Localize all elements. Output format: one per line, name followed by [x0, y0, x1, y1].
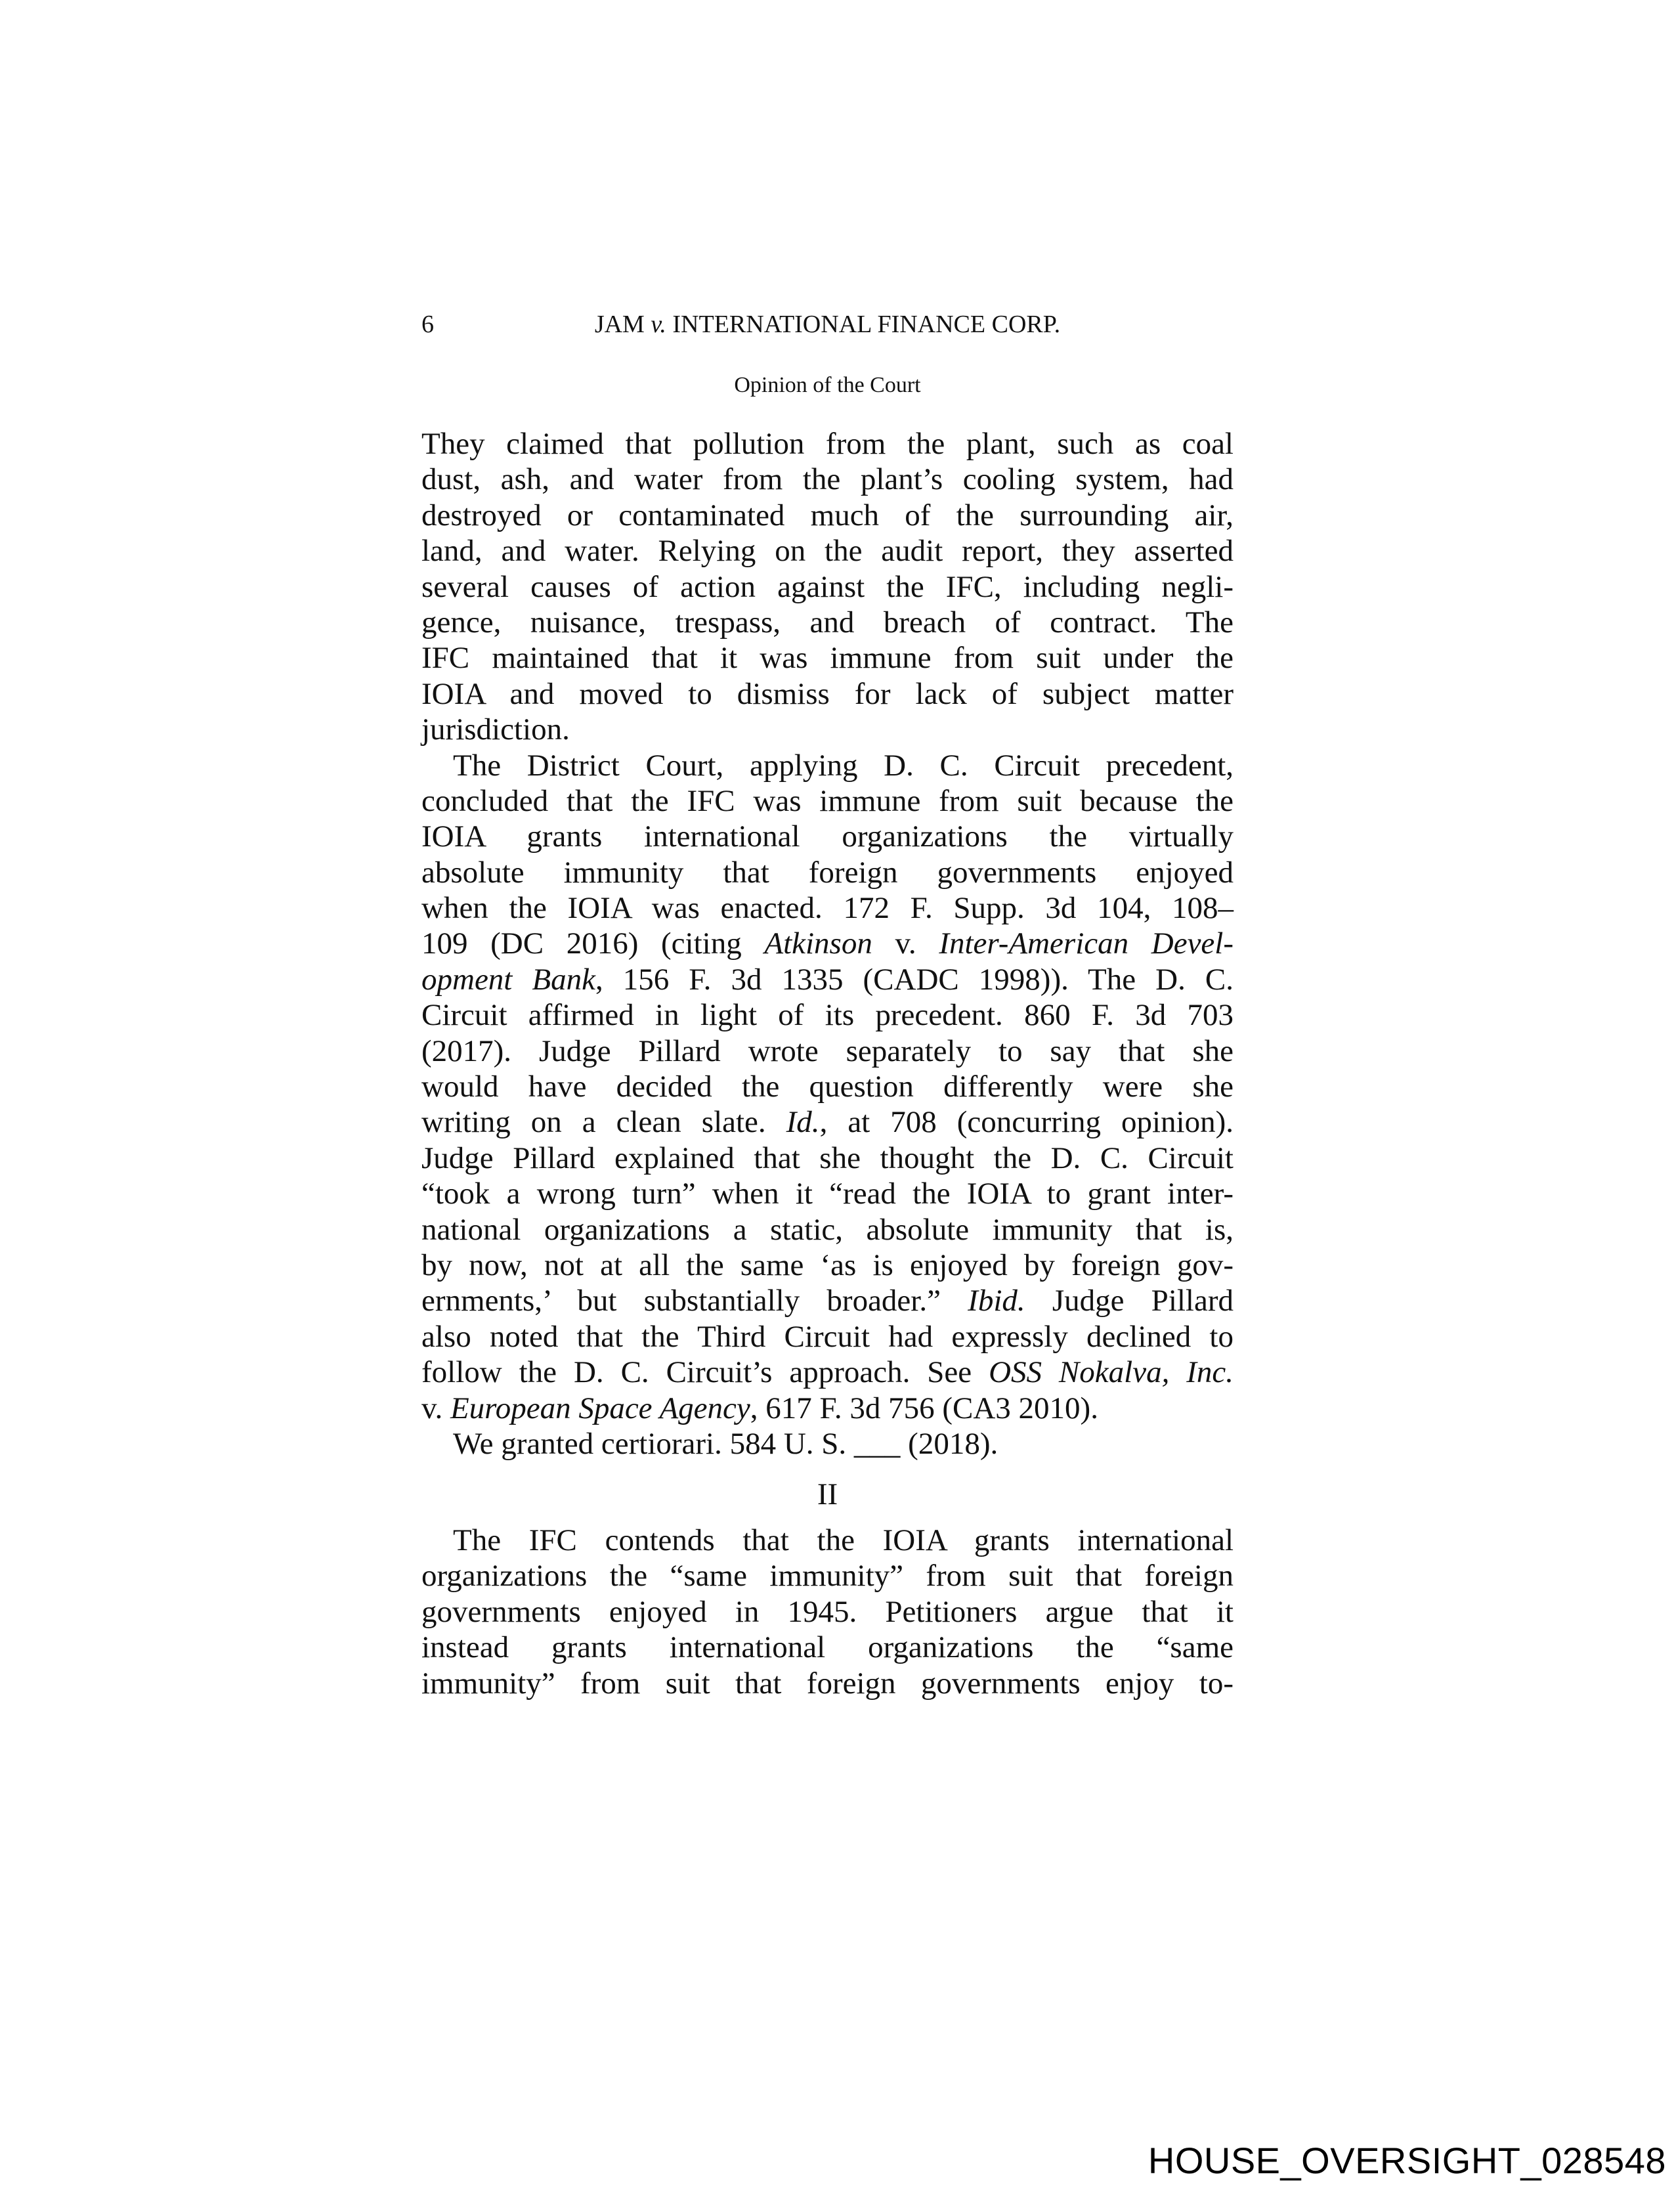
- text-segment: dust, ash, and water from the plant’s cooling system, had: [421, 462, 1234, 497]
- text-line: [421, 1283, 1234, 1318]
- text-segment: by now, not at all the same ‘as is enjoyed by foreign gov-: [421, 1247, 1234, 1282]
- text-segment: also noted that the Third Circuit had expressly declined to: [421, 1319, 1234, 1354]
- text-line: [421, 1247, 1234, 1283]
- page-number: 6: [421, 311, 434, 338]
- text-segment: Judge Pillard: [1025, 1284, 1234, 1318]
- text-segment: immunity” from suit that foreign governments enjoy to-: [421, 1666, 1234, 1701]
- text-segment: when the IOIA was enacted. 172 F. Supp. 3d 104, 108–: [421, 891, 1234, 926]
- text-segment: We granted certiorari. 584 U. S. ___ (2018).: [453, 1426, 998, 1461]
- body-text-section-i: [421, 426, 1234, 1462]
- text-segment: organizations the “same immunity” from suit that foreign: [421, 1559, 1234, 1594]
- text-line: [421, 890, 1234, 926]
- text-segment: Judge Pillard explained that she thought the D. C. Circuit: [421, 1140, 1234, 1175]
- italic-citation: European Space Agency: [450, 1391, 750, 1425]
- text-segment: land, and water. Relying on the audit report, they asserted: [421, 534, 1234, 569]
- text-line: [421, 1140, 1234, 1176]
- text-segment: “took a wrong turn” when it “read the IOIA to grant inter-: [421, 1177, 1234, 1211]
- bates-stamp: HOUSE_OVERSIGHT_028548: [1148, 2140, 1666, 2181]
- text-segment: destroyed or contaminated much of the surrounding air,: [421, 498, 1234, 532]
- text-line: [421, 1391, 1234, 1426]
- text-line: [421, 1104, 1234, 1140]
- text-line: [421, 819, 1234, 854]
- text-line: [421, 1630, 1234, 1665]
- text-segment: absolute immunity that foreign governments enjoyed: [421, 855, 1234, 890]
- italic-citation: opment Bank: [421, 962, 595, 997]
- text-line: [421, 426, 1234, 462]
- text-segment: v.: [421, 1391, 450, 1425]
- running-title: [421, 310, 1234, 339]
- text-line: [421, 1558, 1234, 1594]
- text-segment: national organizations a static, absolute immunity that is,: [421, 1212, 1234, 1247]
- text-segment: writing on a clean slate.: [421, 1105, 786, 1140]
- italic-citation: Id.: [786, 1105, 820, 1140]
- text-line: [421, 1319, 1234, 1355]
- text-line: [421, 1176, 1234, 1211]
- text-line: [421, 1212, 1234, 1247]
- italic-citation: Atkinson: [764, 926, 872, 961]
- opinion-subtitle: Opinion of the Court: [734, 373, 921, 397]
- text-line: [421, 1426, 1234, 1462]
- text-line: [421, 1666, 1234, 1701]
- text-line: [421, 1594, 1234, 1630]
- text-segment: 109 (DC 2016) (citing: [421, 926, 765, 961]
- text-line: [421, 926, 1234, 961]
- text-segment: gence, nuisance, trespass, and breach of contract. The: [421, 605, 1234, 640]
- section-heading: II: [817, 1477, 838, 1511]
- text-segment: v.: [872, 926, 939, 961]
- text-line: [421, 498, 1234, 533]
- text-segment: governments enjoyed in 1945. Petitioners argue that it: [421, 1594, 1234, 1629]
- italic-citation: OSS Nokalva, Inc.: [989, 1355, 1234, 1390]
- text-line: [421, 640, 1234, 676]
- text-segment: would have decided the question differently were she: [421, 1070, 1234, 1104]
- text-line: [421, 605, 1234, 640]
- text-segment: several causes of action against the IFC, including negli-: [421, 569, 1234, 604]
- text-segment: IFC maintained that it was immune from suit under the: [421, 641, 1234, 676]
- text-line: [421, 748, 1234, 783]
- body-text-section-ii: [421, 1523, 1234, 1701]
- running-title-versus: v.: [651, 311, 666, 338]
- text-line: [421, 1355, 1234, 1390]
- running-title-pre: JAM: [594, 311, 651, 338]
- text-line: [421, 712, 1234, 747]
- text-segment: Circuit affirmed in light of its precedent. 860 F. 3d 703: [421, 998, 1234, 1033]
- text-segment: , 156 F. 3d 1335 (CADC 1998)). The D. C.: [595, 962, 1234, 997]
- text-line: [421, 1523, 1234, 1558]
- text-segment: instead grants international organizations the “same: [421, 1630, 1234, 1665]
- text-segment: IOIA and moved to dismiss for lack of subject matter: [421, 676, 1234, 711]
- text-line: [421, 533, 1234, 569]
- text-segment: ernments,’ but substantially broader.”: [421, 1284, 968, 1318]
- text-segment: follow the D. C. Circuit’s approach. See: [421, 1355, 989, 1390]
- text-line: [421, 997, 1234, 1033]
- text-line: [421, 1033, 1234, 1069]
- text-segment: jurisdiction.: [421, 712, 570, 747]
- text-line: [421, 1069, 1234, 1104]
- text-segment: IOIA grants international organizations the virtually: [421, 819, 1234, 854]
- italic-citation: Inter-American Devel-: [939, 926, 1234, 961]
- text-line: [421, 783, 1234, 819]
- text-segment: The District Court, applying D. C. Circuit precedent,: [453, 748, 1234, 783]
- italic-citation: Ibid.: [968, 1284, 1025, 1318]
- text-segment: They claimed that pollution from the plant, such as coal: [421, 427, 1234, 461]
- text-segment: concluded that the IFC was immune from suit because the: [421, 783, 1234, 818]
- running-title-post: INTERNATIONAL FINANCE CORP.: [666, 311, 1061, 338]
- text-line: [421, 569, 1234, 605]
- text-segment: , 617 F. 3d 756 (CA3 2010).: [750, 1391, 1098, 1425]
- text-segment: , at 708 (concurring opinion).: [819, 1105, 1234, 1140]
- text-segment: (2017). Judge Pillard wrote separately to say that she: [421, 1033, 1234, 1068]
- text-segment: The IFC contends that the IOIA grants international: [453, 1523, 1234, 1557]
- text-line: [421, 676, 1234, 712]
- text-line: [421, 462, 1234, 497]
- text-line: [421, 855, 1234, 890]
- text-line: [421, 962, 1234, 997]
